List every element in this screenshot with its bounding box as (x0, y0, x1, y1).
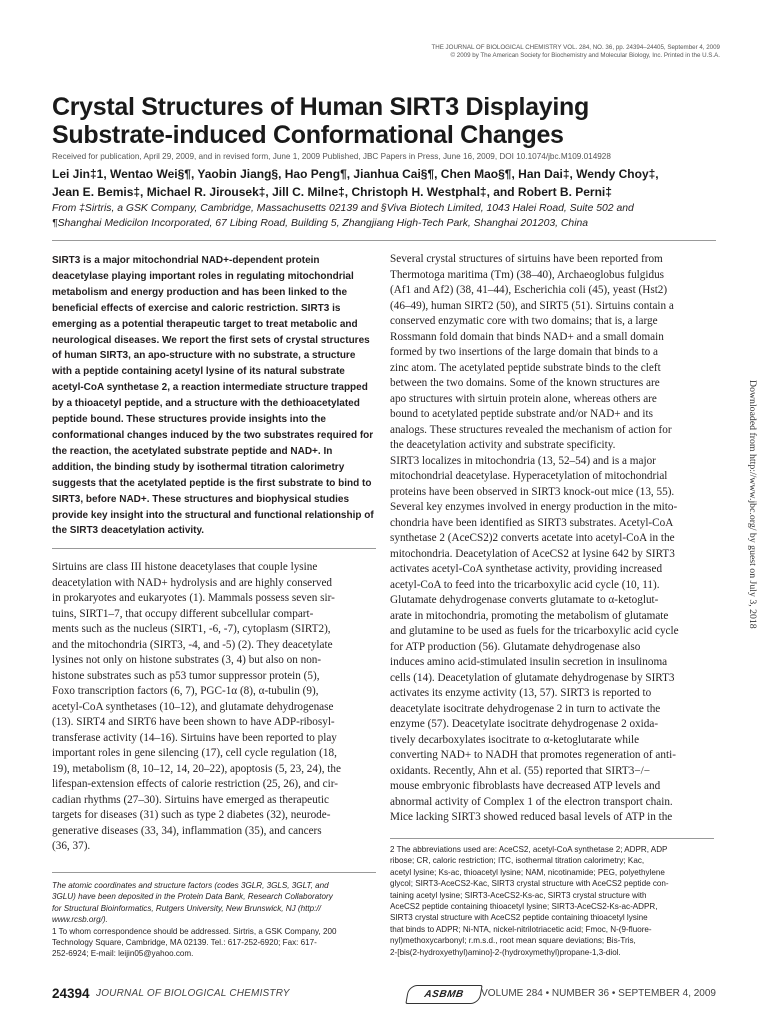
download-note-text[interactable]: Downloaded from http://www.jbc.org/ by guest on July 3, 2018 (747, 380, 758, 629)
intro-line: Foxo transcription factors (6, 7), PGC-1α (8), α-tubulin (9), (52, 685, 319, 697)
affiliation-line1: From ‡Sirtris, a GSK Company, Cambridge, Massachusetts 02139 and §Viva Biotech Limited, 1043 Halei Road, Suite 502 and (52, 203, 634, 214)
footnote-line: 2-[bis(2-hydroxyethyl)amino]-2-(hydroxymethyl)propane-1,3-diol. (390, 947, 621, 957)
author-list (52, 166, 732, 201)
intro-line: histone substrates such as p53 tumor suppressor protein (5), (52, 669, 320, 682)
body-line: mouse embryonic fibroblasts have decreased ATP levels and (390, 780, 661, 792)
footnote-line: acetyl lysine; Ks-ac, thioacetyl lysine; NAM, nicotinamide; PEG, polyethylene (390, 867, 665, 877)
footnote-line: taining acetyl lysine; SIRT3-AceCS2-Ks-ac, SIRT3 crystal structure with (390, 890, 647, 900)
title-line2: Substrate-induced Conformational Changes (52, 121, 564, 149)
footnote-divider-right (390, 838, 714, 839)
journal-name: JOURNAL OF BIOLOGICAL CHEMISTRY (96, 988, 290, 999)
footnote-line: Technology Square, Cambridge, MA 02139. Tel.: 617-252-6920; Fax: 617- (52, 938, 317, 948)
body-line: activates its enzyme activity (13, 57). SIRT3 is reported to (390, 687, 652, 699)
body-line: and glutamine to be used as fuels for the tricarboxylic acid cycle (390, 625, 679, 637)
intro-line: cadian rhythms (27–30). Sirtuins have emerged as therapeutic (52, 793, 329, 806)
received-line: Received for publication, April 29, 2009, and in revised form, June 1, 2009 Published, JBC Papers in Press, June 16, 2009, DOI 10.1074/jbc.M109.014928 (52, 152, 611, 161)
page-footer (52, 986, 716, 1006)
footnote-line: The atomic coordinates and structure factors (codes 3GLR, 3GLS, 3GLT, and (52, 881, 329, 890)
affiliation-line2: ¶Shanghai Medicilon Incorporated, 67 Libing Road, Building 5, Zhangjiang High-Tech Park, Shanghai 201203, China (52, 217, 589, 229)
intro-line: targets for diseases (31) such as type 2 diabetes (32), neurode- (52, 809, 331, 821)
intro-line: (13). SIRT4 and SIRT6 have been shown to have ADP-ribosyl- (52, 716, 335, 728)
footnote-divider-left (52, 872, 376, 873)
journal-header-line1: THE JOURNAL OF BIOLOGICAL CHEMISTRY VOL. 284, NO. 36, pp. 24394–24405, September 4, 2009 (431, 44, 720, 51)
footnote-line: that binds to ADPR; Ni-NTA, nickel-nitrilotriacetic acid; Fmoc, N-(9-fluore- (390, 924, 652, 934)
intro-line: 19), metabolism (8, 10–12, 14, 20–22), apoptosis (5, 23, 24), the (52, 762, 341, 775)
article-title (52, 93, 712, 149)
body-line: synthetase 2 (AceCS2)2 converts acetate into acetyl-CoA in the (390, 532, 675, 544)
body-line: (46–49), human SIRT2 (50), and SIRT5 (51). Sirtuins contain a (390, 299, 674, 312)
footnote-line: 1 To whom correspondence should be addressed. Sirtris, a GSK Company, 200 (52, 926, 337, 936)
body-line: mitochondrial deacetylase. Hyperacetylation of mitochondrial (390, 470, 668, 482)
download-note[interactable] (744, 380, 760, 760)
footnote-line: SIRT3 crystal structure with AceCS2 peptide containing thioacetyl lysine (390, 913, 648, 923)
footnote-line: AceCS2 peptide containing thioacetyl lysine; SIRT3-AceCS2-Ks-ac-ADPR, (390, 902, 658, 912)
footnote-line: 2 The abbreviations used are: AceCS2, acetyl-CoA synthetase 2; ADPR, ADP (390, 845, 668, 854)
intro-line: acetyl-CoA synthetases (10–12), and glutamate dehydrogenase (52, 700, 334, 713)
intro-line: ments such as the nucleus (SIRT1, -6, -7), cytoplasm (SIRT2), (52, 623, 331, 635)
footnote-line: www.rcsb.org/). (52, 915, 108, 925)
body-line: activates acetyl-CoA synthetase activity, providing increased (390, 563, 663, 575)
abstract-divider (52, 548, 376, 549)
body-line: Several crystal structures of sirtuins have been reported from (390, 253, 663, 265)
page-number: 24394 (52, 986, 90, 1001)
body-line: deacetylate isocitrate dehydrogenase 2 in turn to activate the (390, 702, 661, 715)
footnote-line: nyl)methoxycarbonyl; r.m.s.d., root mean square deviations; Bis-Tris, (390, 936, 636, 946)
intro-line: Sirtuins are class III histone deacetylases that couple lysine (52, 561, 318, 573)
journal-header (400, 44, 720, 60)
intro-line: important roles in gene silencing (17), cell cycle regulation (18, (52, 747, 337, 759)
journal-header-line2: © 2009 by The American Society for Biochemistry and Molecular Biology, Inc. Printed in the U.S.A. (450, 52, 720, 59)
header-divider (52, 240, 716, 241)
body-line: the deacetylation activity and substrate specificity. (390, 439, 616, 451)
body-line: Mice lacking SIRT3 showed reduced basal levels of ATP in the (390, 811, 673, 823)
body-line: induces amino acid-stimulated insulin secretion in insulinoma (390, 656, 668, 668)
intro-line: (36, 37). (52, 840, 91, 852)
intro-line: in prokaryotes and eukaryotes (1). Mammals possess seven sir- (52, 592, 335, 604)
footnote-line: for Structural Bioinformatics, Rutgers University, New Brunswick, NJ (http:// (52, 903, 321, 913)
volume-line: VOLUME 284 • NUMBER 36 • SEPTEMBER 4, 2009 (481, 988, 716, 999)
body-line: between the two domains. Some of the known structures are (390, 377, 660, 389)
intro-line: lifespan-extension effects of calorie restriction (25, 26), and cir- (52, 778, 338, 790)
body-line: SIRT3 localizes in mitochondria (13, 52–54) and is a major (390, 454, 656, 467)
body-line: Glutamate dehydrogenase converts glutamate to α-ketoglut- (390, 594, 659, 606)
body-line: enzyme (57). Deacetylate isocitrate dehydrogenase 2 oxida- (390, 718, 659, 730)
intro-line: transferase activity (14–16). Sirtuins have been reported to play (52, 731, 337, 744)
affiliation (52, 202, 732, 231)
body-line: abnormal activity of Complex 1 of the electron transport chain. (390, 795, 673, 808)
body-line: bound to acetylated peptide substrate and/or NAD+ and its (390, 408, 653, 420)
body-line: conserved enzymatic core with two domains; that is, a large (390, 315, 658, 327)
body-line: formed by two insertions of the large domain that binds to a (390, 346, 658, 358)
footnote-line: glycol; SIRT3-AceCS2-Kac, SIRT3 crystal structure with AceCS2 peptide con- (390, 879, 669, 889)
title-line1: Crystal Structures of Human SIRT3 Displaying (52, 93, 589, 121)
body-line: proteins have been observed in SIRT3 knock-out mice (13, 55). (390, 485, 675, 498)
footnote-left (52, 880, 378, 960)
body-line: (Af1 and Af2) (38, 41–44), Escherichia coli (45), yeast (Hst2) (390, 284, 668, 296)
body-line: Several key enzymes involved in energy production in the mito- (390, 501, 678, 513)
footnote-line: ribose; CR, caloric restriction; ITC, isothermal titration calorimetry; Kac, (390, 856, 645, 866)
body-line: converting NAD+ to NADH that promotes regeneration of anti- (390, 749, 676, 761)
authors-line2: Jean E. Bemis‡, Michael R. Jirousek‡, Jill C. Milne‡, Christoph H. Westphal‡, and Robert B. Perni‡ (52, 184, 612, 199)
body-line: for ATP production (56). Glutamate dehydrogenase also (390, 640, 641, 653)
footnote-line: 3GLU) have been deposited in the Protein Data Bank, Research Collaboratory (52, 892, 333, 902)
body-line: Thermotoga maritima (Tm) (38–40), Archaeoglobus fulgidus (390, 268, 665, 281)
body-line: analogs. These structures revealed the mechanism of action for (390, 423, 672, 436)
body-line: apo structures with sirtuin protein alone, whereas others are (390, 392, 657, 405)
body-line: zinc atom. The acetylated peptide substrate binds to the cleft (390, 361, 661, 374)
right-column (390, 252, 718, 826)
authors-line1: Lei Jin‡1, Wentao Wei§¶, Yaobin Jiang§, Hao Peng¶, Jianhua Cai§¶, Chen Mao§¶, Han Dai‡, Wendy Choy‡, (52, 167, 659, 181)
body-line: cells (14). Deacetylation of glutamate dehydrogenase by SIRT3 (390, 671, 675, 684)
body-line: mitochondria. Deacetylation of AceCS2 at lysine 642 by SIRT3 (390, 547, 675, 560)
asbmb-logo: ASBMB (405, 985, 482, 1004)
body-line: oxidants. Recently, Ahn et al. (55) reported that SIRT3−/− (390, 764, 651, 777)
body-line: arate in mitochondria, promoting the metabolism of glutamate (390, 609, 669, 622)
abstract: SIRT3 is a major mitochondrial NAD+-dependent protein deacetylase playing important roles in regulating mitochondrial metabolism and energy production and has been linked to the beneficial effects of exercise and caloric restriction. SIRT3 is emerging as a potential therapeutic target to treat metabolic and neurological diseases. We report the first sets of crystal structures of human SIRT3, an apo-structure with no substrate, a structure with a peptide containing acetyl lysine of its natural substrate acetyl-CoA synthetase 2, a reaction intermediate structure trapped by a thioacetyl peptide, and a structure with the dethioacetylated peptide bound. These structures provide insights into the conformational changes induced by the two substrates required for the reaction, the acetylated substrate peptide and NAD+. In addition, the binding study by isothermal titration calorimetry suggests that the acetylated peptide is the first substrate to bind to SIRT3, before NAD+. These structures and biophysical studies provide key insight into the structural and functional relationship of the SIRT3 deacetylation activity. (52, 255, 374, 537)
body-line: Rossmann fold domain that binds NAD+ and a small domain (390, 330, 664, 343)
footnote-right (390, 844, 720, 958)
intro-left-column (52, 560, 378, 855)
intro-line: lysines not only on histone substrates (3, 4) but also on non- (52, 654, 322, 666)
intro-line: tuins, SIRT1–7, that occupy different subcellular compart- (52, 607, 314, 620)
intro-line: and the mitochondria (SIRT3, -4, and -5) (2). They deacetylate (52, 638, 333, 651)
body-line: tively decarboxylates isocitrate to α-ketoglutarate while (390, 733, 640, 746)
body-line: acetyl-CoA to feed into the tricarboxylic acid cycle (10, 11). (390, 578, 660, 591)
intro-line: generative diseases (33, 34), inflammation (35), and cancers (52, 824, 322, 837)
intro-line: deacetylation with NAD+ hydrolysis and are highly conserved (52, 576, 333, 589)
body-line: chondria have been identified as SIRT3 substrates. Acetyl-CoA (390, 516, 674, 529)
footnote-line: 252-6924; E-mail: leijin05@yahoo.com. (52, 949, 194, 959)
